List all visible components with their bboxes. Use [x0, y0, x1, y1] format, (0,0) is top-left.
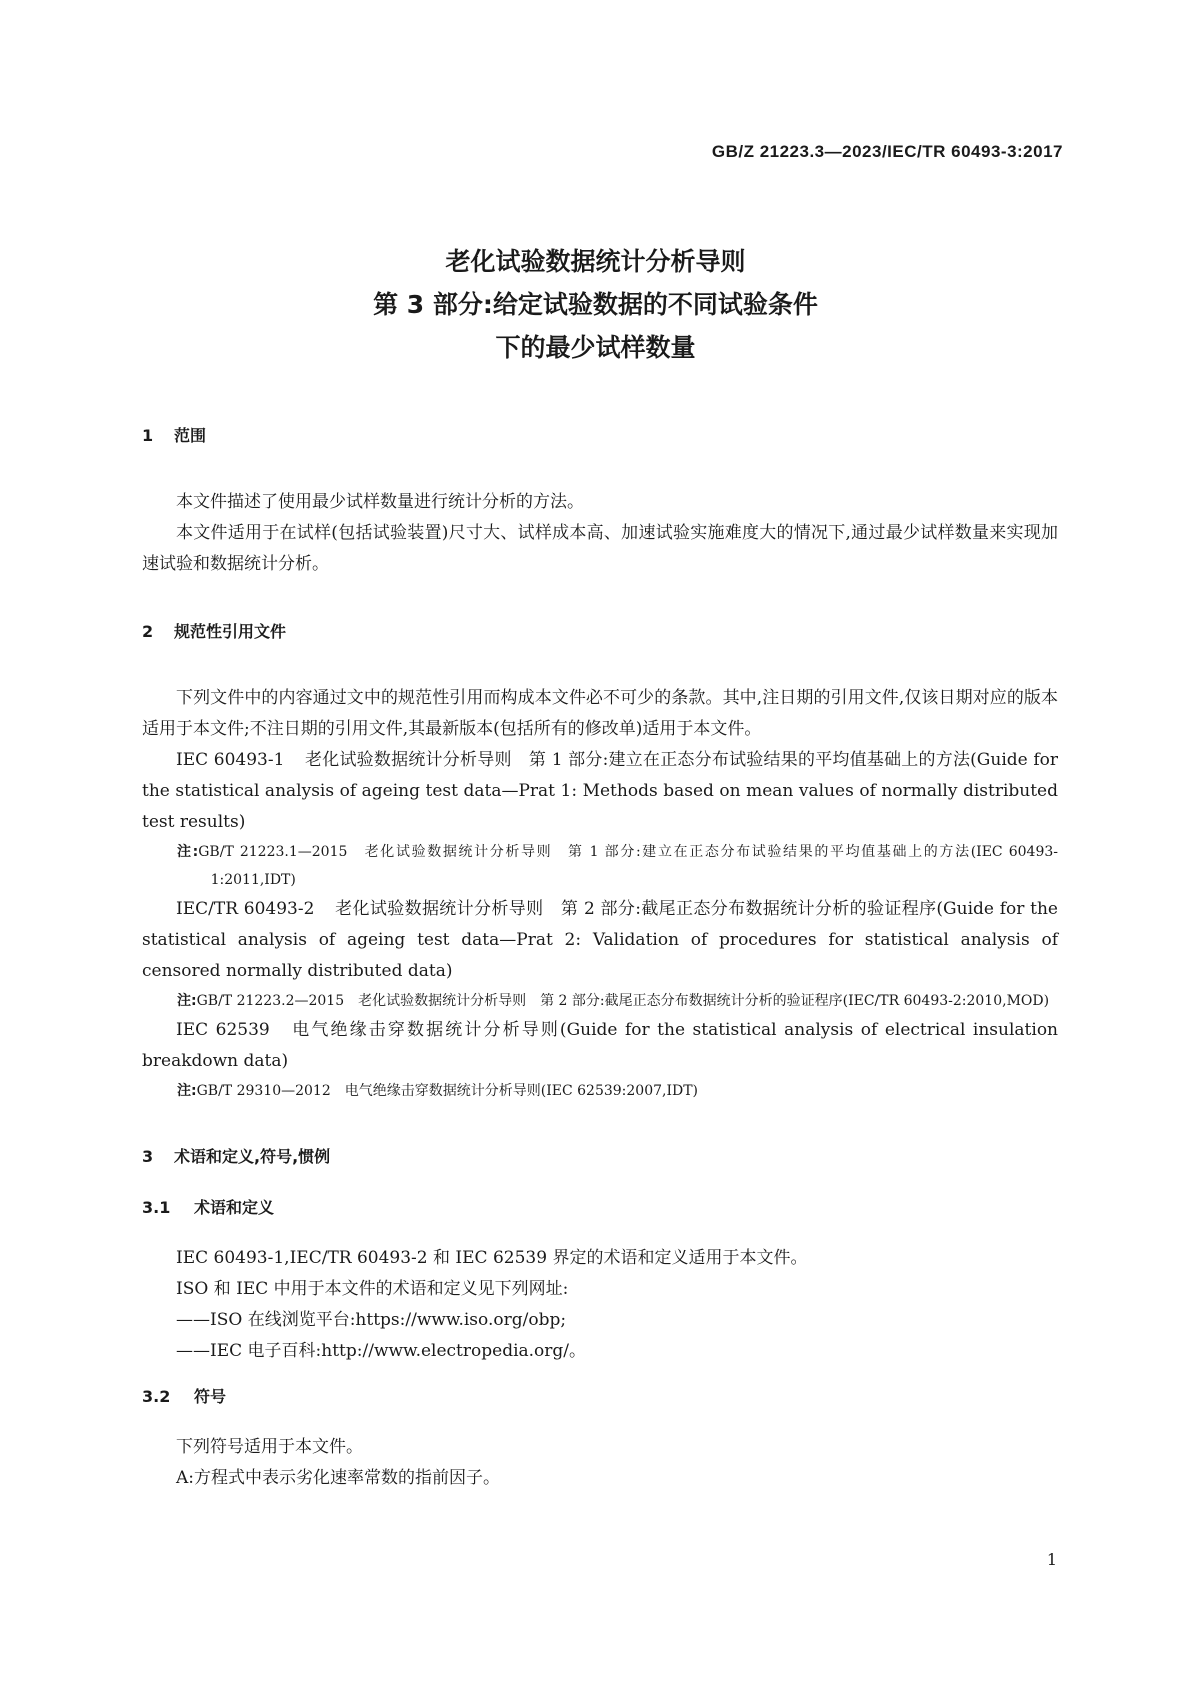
- section-2-heading: [142, 616, 1058, 647]
- section-3-2-title: 符号: [194, 1387, 227, 1406]
- note-3: [177, 1077, 1058, 1105]
- reference-2: [142, 894, 1058, 987]
- section-2-number: 2: [142, 622, 154, 641]
- page-number: 1: [1046, 1550, 1057, 1569]
- title-line-2: 第 3 部分:给定试验数据的不同试验条件: [373, 290, 818, 319]
- reference-1-code: IEC 60493-1: [176, 750, 285, 770]
- document-body: [142, 420, 1058, 1494]
- note-2-text: GB/T 21223.2—2015 老化试验数据统计分析导则 第 2 部分:截尾正态分布数据统计分析的验证程序(IEC/TR 60493-2:2010,MOD): [196, 993, 1050, 1009]
- section-3-heading: [142, 1141, 1058, 1172]
- section-3-1-title: 术语和定义: [194, 1198, 275, 1217]
- section-2-title: 规范性引用文件: [174, 622, 287, 641]
- section-3-1-paragraph-1: IEC 60493-1,IEC/TR 60493-2 和 IEC 62539 界定的术语和定义适用于本文件。: [176, 1248, 808, 1268]
- note-2-label: 注:: [177, 993, 197, 1009]
- section-3-1-paragraph-2: ISO 和 IEC 中用于本文件的术语和定义见下列网址:: [176, 1279, 569, 1299]
- section-1-title: 范围: [174, 426, 207, 445]
- reference-1: [142, 745, 1058, 838]
- section-3-1-list-item-iso: ——ISO 在线浏览平台:https://www.iso.org/obp;: [176, 1310, 567, 1330]
- note-1-text: GB/T 21223.1—2015 老化试验数据统计分析导则 第 1 部分:建立在正态分布试验结果的平均值基础上的方法(IEC 60493-1:2011,IDT): [198, 844, 1058, 888]
- note-1-label: 注:: [177, 844, 199, 860]
- section-3-title: 术语和定义,符号,惯例: [174, 1147, 331, 1166]
- section-3-2-paragraph-1: 下列符号适用于本文件。: [176, 1437, 363, 1457]
- note-2: [177, 987, 1058, 1015]
- section-1-paragraph-2: 本文件适用于在试样(包括试验装置)尺寸大、试样成本高、加速试验实施难度大的情况下,通过最少试样数量来实现加速试验和数据统计分析。: [142, 523, 1058, 574]
- section-3-2-paragraph-2: A:方程式中表示劣化速率常数的指前因子。: [176, 1468, 501, 1488]
- section-1-number: 1: [142, 426, 154, 445]
- reference-3: [142, 1015, 1058, 1077]
- section-3-1-number: 3.1: [142, 1198, 171, 1217]
- reference-1-text: 老化试验数据统计分析导则 第 1 部分:建立在正态分布试验结果的平均值基础上的方法(Guide for the statistical analysis of ageing test data—Prat 1: Methods based on mean values of normally distributed test results): [142, 750, 1058, 832]
- section-3-1-heading: [142, 1192, 1058, 1223]
- section-3-2-number: 3.2: [142, 1387, 171, 1406]
- reference-2-code: IEC/TR 60493-2: [176, 899, 315, 919]
- document-title: [0, 240, 1191, 369]
- title-line-3: 下的最少试样数量: [495, 333, 696, 362]
- standard-number: GB/Z 21223.3—2023/IEC/TR 60493-3:2017: [711, 142, 1063, 161]
- section-3-number: 3: [142, 1147, 154, 1166]
- section-3-1-list-item-iec: ——IEC 电子百科:http://www.electropedia.org/。: [176, 1341, 587, 1361]
- reference-3-code: IEC 62539: [176, 1020, 270, 1040]
- title-line-1: 老化试验数据统计分析导则: [445, 247, 746, 276]
- section-2-intro: 下列文件中的内容通过文中的规范性引用而构成本文件必不可少的条款。其中,注日期的引用文件,仅该日期对应的版本适用于本文件;不注日期的引用文件,其最新版本(包括所有的修改单)适用于本文件。: [142, 688, 1058, 739]
- section-1-paragraph-1: 本文件描述了使用最少试样数量进行统计分析的方法。: [176, 492, 584, 512]
- note-3-label: 注:: [177, 1083, 197, 1099]
- section-1-heading: [142, 420, 1058, 451]
- note-1: [177, 838, 1058, 894]
- section-3-2-heading: [142, 1381, 1058, 1412]
- reference-2-text: 老化试验数据统计分析导则 第 2 部分:截尾正态分布数据统计分析的验证程序(Guide for the statistical analysis of ageing test data—Prat 2: Validation of procedures for statistical analysis of censored normally distributed data): [142, 899, 1058, 981]
- note-3-text: GB/T 29310—2012 电气绝缘击穿数据统计分析导则(IEC 62539:2007,IDT): [196, 1083, 699, 1099]
- reference-3-text: 电气绝缘击穿数据统计分析导则(Guide for the statistical analysis of electrical insulation breakdown data): [142, 1020, 1059, 1071]
